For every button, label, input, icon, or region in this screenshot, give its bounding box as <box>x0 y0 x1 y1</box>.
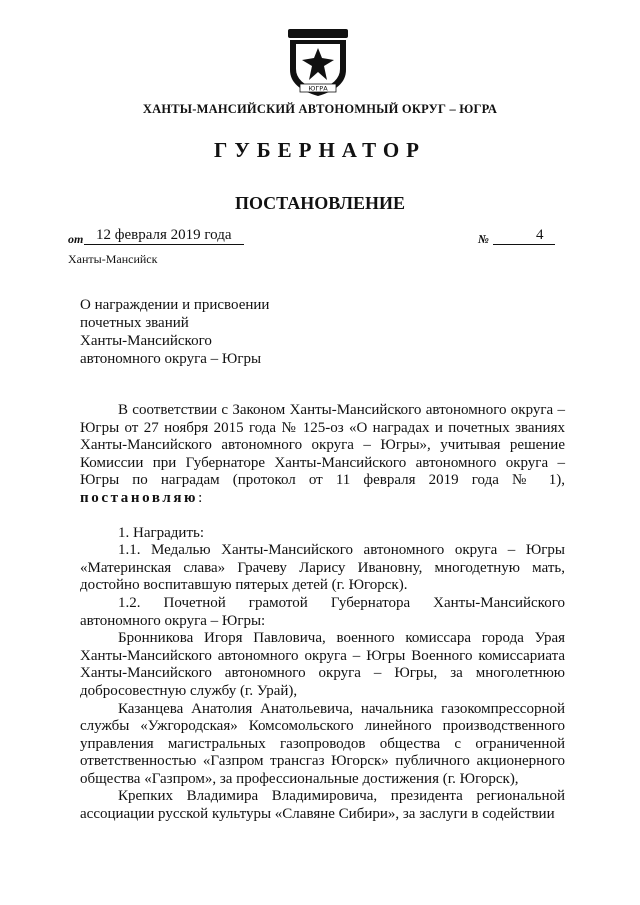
number-underline <box>493 228 555 245</box>
document-body <box>80 402 565 824</box>
subject-line: автономного округа – Югры <box>80 351 262 367</box>
document-date: 12 февраля 2019 года <box>96 227 232 243</box>
authority-title: ГУБЕРНАТОР <box>213 138 427 162</box>
decree-word: постановляю <box>80 489 199 506</box>
number-label: № <box>478 232 489 246</box>
item-award-header: 1. Наградить: <box>118 524 205 541</box>
date-label: от <box>68 232 84 246</box>
item-certificate-header: 1.2. Почетной грамотой Губернатора Ханты-Мансийского автономного округа – Югры: <box>80 594 565 629</box>
coat-of-arms-icon <box>282 24 354 98</box>
document-number: 4 <box>536 227 544 243</box>
item-medal: 1.1. Медалью Ханты-Мансийского автономного округа – Югры «Материнская слава» Грачеву Ларису Ивановну, многодетную мать, достойно воспитавшую пятерых детей (г. Югорск). <box>80 542 565 594</box>
subject-line: Ханты-Мансийского <box>80 333 212 349</box>
preamble-text: В соответствии с Законом Ханты-Мансийского автономного округа – Югры от 27 ноября 2015 года № 125-оз «О наградах и почетных званиях Ханты-Мансийского автономного округа – Югры», учитывая решение Комиссии при Губернаторе Ханты-Мансийского автономного округа – Югры по наградам (протокол от 11 февраля 2019 года № 1), <box>80 402 565 489</box>
city: Ханты-Мансийск <box>68 252 158 266</box>
awardee-paragraph: Казанцева Анатолия Анатольевича, начальника газокомпрессорной службы «Ужгородская» Комсомольского линейного производственного управления магистральных газопроводов общества с ограниченной ответственностью «Газпром трансгаз Югорск» публичного акционерного общества «Газпром», за профессиональные достижения (г. Югорск), <box>80 700 565 787</box>
region-title: ХАНТЫ-МАНСИЙСКИЙ АВТОНОМНЫЙ ОКРУГ – ЮГРА <box>142 102 498 116</box>
awardee-paragraph: Бронникова Игоря Павловича, военного комиссара города Урая Ханты-Мансийского автономного округа – Югры Военного комиссариата Ханты-Мансийского автономного округа – Югры, за многолетнюю добросовестную службу (г. Урай), <box>80 630 565 699</box>
awardee-paragraph: Крепких Владимира Владимировича, президента региональной ассоциации русской культуры «Славяне Сибири», за заслуги в содействии <box>80 788 565 823</box>
preamble-paragraph <box>80 402 565 508</box>
document-type: ПОСТАНОВЛЕНИЕ <box>234 193 406 213</box>
decree-colon: : <box>198 489 203 506</box>
subject-line: О награждении и присвоении <box>80 297 270 313</box>
emblem-text: ЮГРА <box>308 84 328 93</box>
subject-line: почетных званий <box>80 315 189 331</box>
document-subject <box>80 296 320 368</box>
